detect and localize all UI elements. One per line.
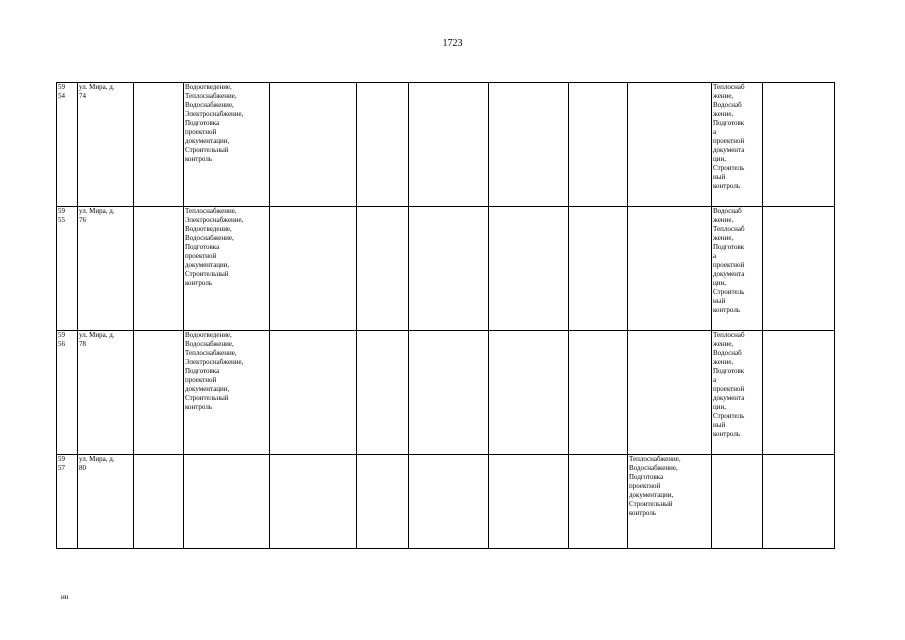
table-row bbox=[57, 207, 835, 331]
table-row bbox=[57, 83, 835, 207]
empty-cell bbox=[134, 455, 184, 549]
row-number: 59 57 bbox=[57, 455, 78, 549]
empty-cell bbox=[134, 83, 184, 207]
empty-cell bbox=[489, 83, 569, 207]
empty-cell bbox=[569, 331, 628, 455]
row-works-narrow: Теплоснаб жение, Водоснаб жение, Подготовк а проектной документа ции, Строитель ный контроль bbox=[712, 83, 763, 207]
row-number: 59 56 bbox=[57, 331, 78, 455]
table-row bbox=[57, 455, 835, 549]
row-works-narrow: Водоснаб жение, Теплоснаб жение, Подготовк а проектной документа ции, Строитель ный контроль bbox=[712, 207, 763, 331]
empty-cell bbox=[270, 207, 357, 331]
row-works: Теплоснабжение, Электроснабжение, Водоотведение, Водоснабжение, Подготовка проектной документации, Строительный контроль bbox=[184, 207, 270, 331]
empty-cell bbox=[357, 455, 409, 549]
empty-cell bbox=[134, 207, 184, 331]
row-works-narrow: Теплоснаб жение, Водоснаб жение, Подготовк а проектной документа ции, Строитель ный контроль bbox=[712, 331, 763, 455]
row-address: ул. Мира, д. 80 bbox=[78, 455, 134, 549]
row-works bbox=[184, 455, 270, 549]
empty-cell bbox=[489, 455, 569, 549]
row-address: ул. Мира, д. 74 bbox=[78, 83, 134, 207]
row-works-mid bbox=[628, 331, 712, 455]
empty-cell bbox=[409, 207, 489, 331]
row-works-mid bbox=[628, 207, 712, 331]
row-number: 59 55 bbox=[57, 207, 78, 331]
row-works-mid bbox=[628, 83, 712, 207]
empty-cell bbox=[569, 83, 628, 207]
empty-cell bbox=[357, 331, 409, 455]
table-row bbox=[57, 331, 835, 455]
empty-cell bbox=[569, 455, 628, 549]
empty-cell bbox=[763, 455, 835, 549]
empty-cell bbox=[409, 83, 489, 207]
footer-mark: нн bbox=[61, 593, 69, 601]
empty-cell bbox=[409, 331, 489, 455]
empty-cell bbox=[763, 83, 835, 207]
row-works-mid: Теплоснабжение, Водоснабжение, Подготовка проектной документации, Строительный контроль bbox=[628, 455, 712, 549]
empty-cell bbox=[489, 331, 569, 455]
empty-cell bbox=[134, 331, 184, 455]
page-number: 1723 bbox=[442, 38, 463, 49]
empty-cell bbox=[357, 83, 409, 207]
empty-cell bbox=[409, 455, 489, 549]
row-works: Водоотведение, Водоснабжение, Теплоснабжение, Электроснабжение, Подготовка проектной документации, Строительный контроль bbox=[184, 331, 270, 455]
empty-cell bbox=[763, 207, 835, 331]
row-address: ул. Мира, д. 76 bbox=[78, 207, 134, 331]
works-table bbox=[56, 82, 835, 549]
row-address: ул. Мира, д. 78 bbox=[78, 331, 134, 455]
empty-cell bbox=[489, 207, 569, 331]
empty-cell bbox=[569, 207, 628, 331]
row-works-narrow bbox=[712, 455, 763, 549]
empty-cell bbox=[357, 207, 409, 331]
empty-cell bbox=[270, 83, 357, 207]
empty-cell bbox=[270, 331, 357, 455]
empty-cell bbox=[763, 331, 835, 455]
row-number: 59 54 bbox=[57, 83, 78, 207]
row-works: Водоотведение, Теплоснабжение, Водоснабжение, Электроснабжение, Подготовка проектной документации, Строительный контроль bbox=[184, 83, 270, 207]
empty-cell bbox=[270, 455, 357, 549]
